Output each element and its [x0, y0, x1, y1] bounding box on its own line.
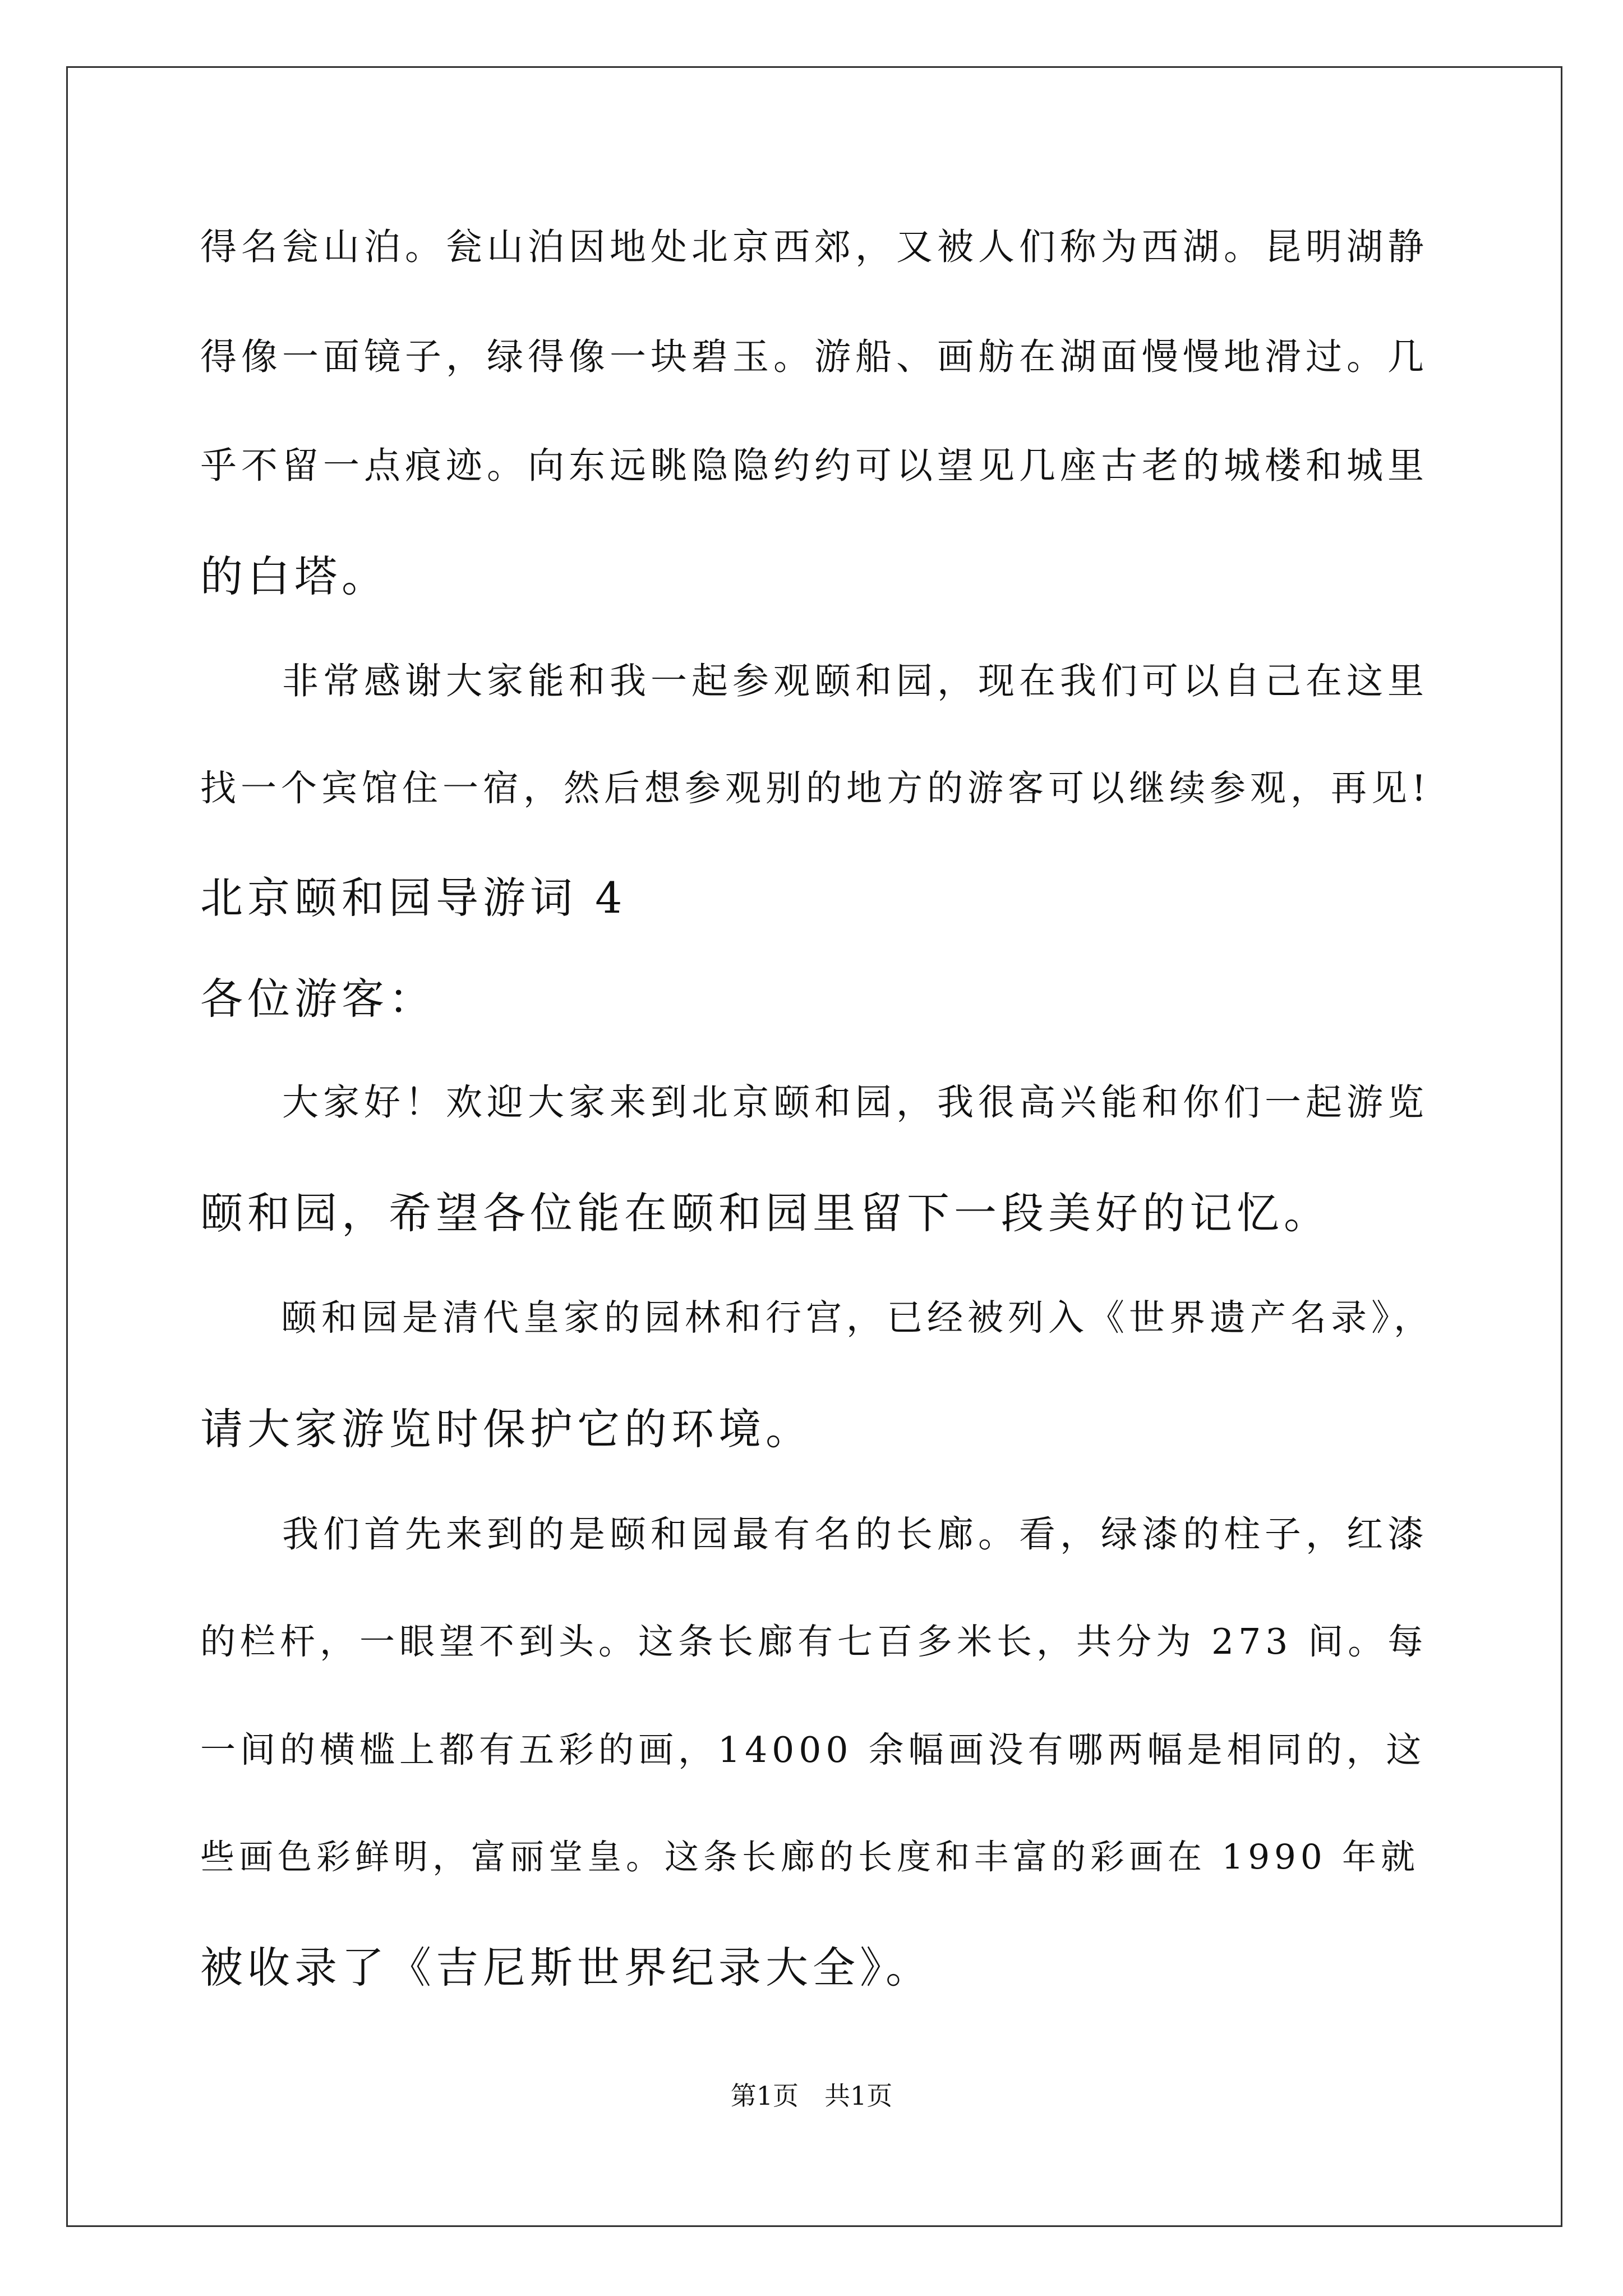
section-heading: 北京颐和园导游词 4 [200, 873, 627, 923]
body-line: 的白塔。 [200, 551, 389, 601]
body-line: 我们首先来到的是颐和园最有名的长廊。看，绿漆的柱子，红漆 [200, 1513, 1429, 1556]
body-line: 被收录了《吉尼斯世界纪录大全》。 [200, 1943, 933, 1993]
body-line: 乎不留一点痕迹。向东远眺隐隐约约可以望见几座古老的城楼和城里 [200, 445, 1429, 487]
body-line: 找一个宾馆住一宿，然后想参观别的地方的游客可以继续参观，再见! [200, 768, 1431, 809]
body-line: 非常感谢大家能和我一起参观颐和园，现在我们可以自己在这里 [200, 660, 1429, 702]
page-border [66, 66, 1562, 2227]
body-line: 请大家游览时保护它的环境。 [200, 1404, 813, 1454]
salutation: 各位游客： [200, 974, 436, 1024]
body-line: 大家好！欢迎大家来到北京颐和园，我很高兴能和你们一起游览 [200, 1082, 1429, 1124]
body-line: 一间的横槛上都有五彩的画，14000 余幅画没有哪两幅是相同的，这 [200, 1729, 1426, 1770]
body-line: 得名瓮山泊。瓮山泊因地处北京西郊，又被人们称为西湖。昆明湖静 [200, 226, 1429, 268]
body-line: 的栏杆，一眼望不到头。这条长廊有七百多米长，共分为 273 间。每 [200, 1621, 1428, 1662]
body-line: 颐和园是清代皇家的园林和行宫，已经被列入《世界遗产名录》， [200, 1297, 1434, 1339]
body-line: 颐和园，希望各位能在颐和园里留下一段美好的记忆。 [200, 1188, 1331, 1238]
page-footer: 第1页 共1页 [730, 2081, 893, 2111]
body-line: 得像一面镜子，绿得像一块碧玉。游船、画舫在湖面慢慢地滑过。几 [200, 336, 1429, 378]
body-line: 些画色彩鲜明，富丽堂皇。这条长廊的长度和丰富的彩画在 1990 年就 [200, 1837, 1420, 1877]
